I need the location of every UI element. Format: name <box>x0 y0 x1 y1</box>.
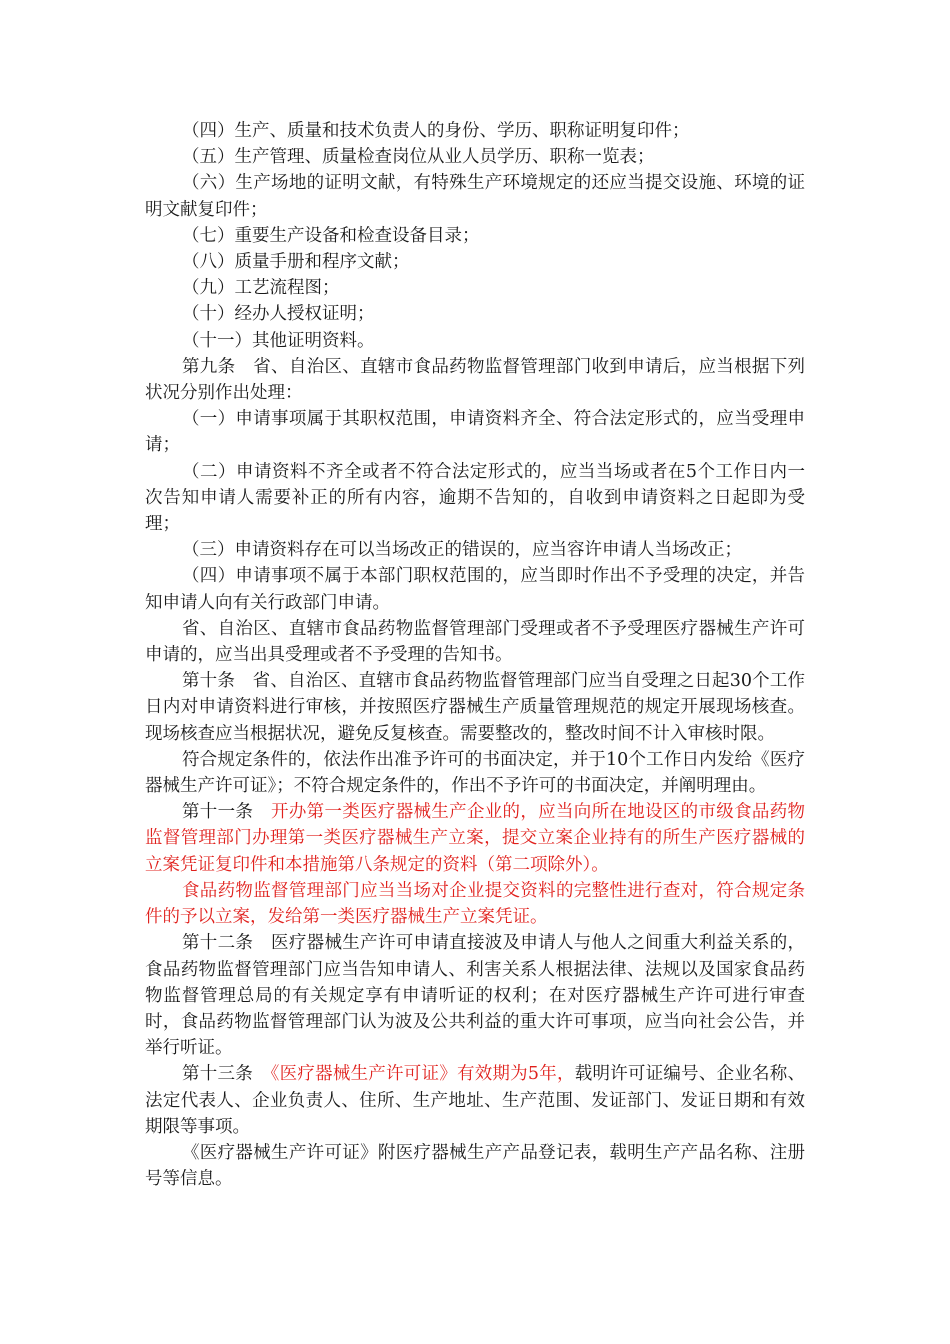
article-9-notice-paragraph: 省、自治区、直辖市食品药物监督管理部门受理或者不予受理医疗器械生产许可申请的，应当出具受理或者不予受理的告知书。 <box>145 618 805 666</box>
article-9-paragraph: 第九条 省、自治区、直辖市食品药物监督管理部门收到申请后，应当根据下列状况分别作出处理： <box>145 356 805 404</box>
article-13-heading: 第十三条 <box>182 1064 271 1085</box>
article-10-decision-paragraph: 符合规定条件的，依法作出准予许可的书面决定，并于10个工作日内发给《医疗器械生产许可证》；不符合规定条件的，作出不予许可的书面决定，并阐明理由。 <box>145 749 805 797</box>
article-11-paragraph <box>145 799 805 878</box>
article-11-heading: 第十一条 <box>182 802 272 823</box>
article-10-paragraph: 第十条 省、自治区、直辖市食品药物监督管理部门应当自受理之日起30个工作日内对申请资料进行审核，并按照医疗器械生产质量管理规范的规定开展现场核查。现场核查应当根据状况，避免反复核查。需要整改的，整改时间不计入审核时限。 <box>145 671 805 744</box>
article-11-highlight: 开办第一类医疗器械生产企业的，应当向所在地设区的市级食品药物监督管理部门办理第一类医疗器械生产立案，提交立案企业持有的所生产医疗器械的立案凭证复印件和本措施第八条规定的资料（第二项除外）。 <box>145 802 806 875</box>
item-6-paragraph: （六）生产场地的证明文献，有特殊生产环境规定的还应当提交设施、环境的证明文献复印件； <box>145 173 805 220</box>
article-12-paragraph: 第十二条 医疗器械生产许可申请直接波及申请人与他人之间重大利益关系的，食品药物监督管理部门应当告知申请人、利害关系人根据法律、法规以及国家食品药物监督管理总局的有关规定享有申请听证的权利；在对医疗器械生产许可进行审查时，食品药物监督管理部门认为波及公共利益的重大许可事项，应当向社会公告，并举行听证。 <box>145 933 805 1059</box>
article-9-item-3: （三）申请资料存在可以当场改正的错误的，应当容许申请人当场改正； <box>182 540 742 561</box>
article-9-item-2: （二）申请资料不齐全或者不符合法定形式的，应当当场或者在5个工作日内一次告知申请人需要补正的所有内容，逾期不告知的，自收到申请资料之日起即为受理； <box>145 461 805 535</box>
license-attachment-paragraph: 《医疗器械生产许可证》附医疗器械生产产品登记表，载明生产产品名称、注册号等信息。 <box>145 1142 805 1190</box>
document-body <box>145 118 805 1192</box>
item-7-paragraph: （七）重要生产设备和检查设备目录； <box>182 225 480 246</box>
item-8-paragraph: （八）质量手册和程序文献； <box>182 252 410 273</box>
article-13-paragraph <box>145 1061 805 1140</box>
item-9-paragraph: （九）工艺流程图； <box>182 278 340 299</box>
article-13-rest: 载明许可证编号、企业名称、法定代表人、企业负责人、住所、生产地址、生产范围、发证部门、发证日期和有效期限等事项。 <box>145 1064 806 1137</box>
item-4-paragraph: （四）生产、质量和技术负责人的身份、学历、职称证明复印件； <box>182 121 690 141</box>
article-13-highlight: 《医疗器械生产许可证》有效期为5年， <box>270 1064 575 1085</box>
item-5-paragraph: （五）生产管理、质量检查岗位从业人员学历、职称一览表； <box>182 147 655 168</box>
item-11-paragraph: （十一）其他证明资料。 <box>182 330 375 351</box>
article-9-item-4: （四）申请事项不属于本部门职权范围的，应当即时作出不予受理的决定，并告知申请人向有关行政部门申请。 <box>145 566 805 613</box>
item-10-paragraph: （十）经办人授权证明； <box>182 304 375 325</box>
article-11-verification-paragraph: 食品药物监督管理部门应当当场对企业提交资料的完整性进行查对，符合规定条件的予以立案，发给第一类医疗器械生产立案凭证。 <box>145 880 805 928</box>
article-9-item-1: （一）申请事项属于其职权范围，申请资料齐全、符合法定形式的，应当受理申请； <box>145 409 805 456</box>
